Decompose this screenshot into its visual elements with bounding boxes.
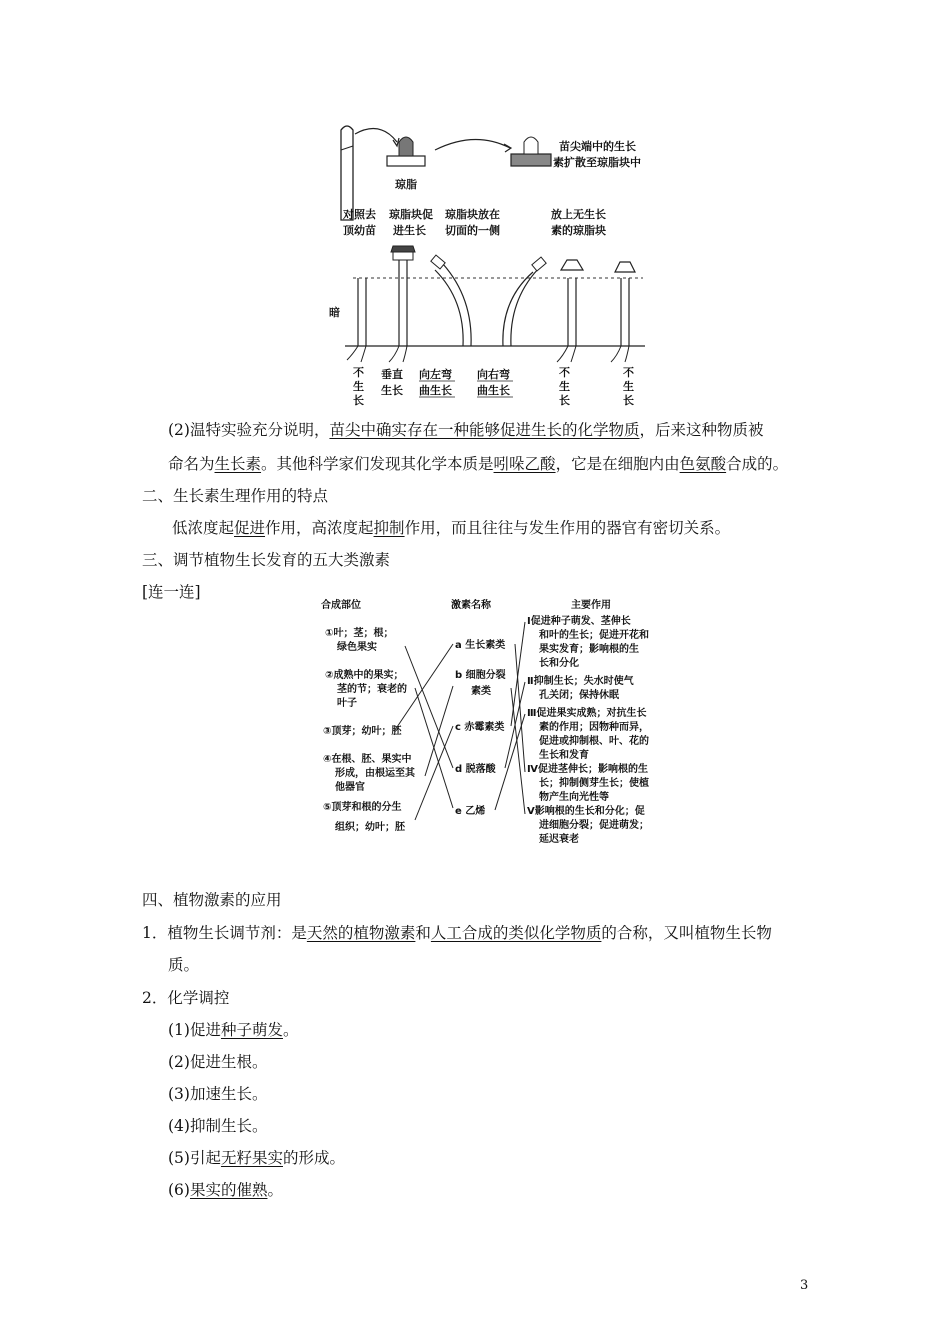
col-label-1-line-1: 对照去 xyxy=(343,208,376,221)
item1-text-b: 和 xyxy=(415,924,431,942)
site-2-line-2: 茎的节；衰老的 xyxy=(337,684,407,695)
hormone-c: c 赤霉素类 xyxy=(455,722,505,733)
went-answer-1: 苗尖中确实存在一种能够促进生长的化学物质 xyxy=(329,421,640,439)
item1-answer-1: 天然的植物激素 xyxy=(306,924,416,942)
sub1-text-a: (1)促进 xyxy=(168,1021,221,1039)
link-site1-d xyxy=(405,646,453,768)
seedling-1-shape xyxy=(358,278,366,346)
site-hormone-lines xyxy=(395,644,453,820)
result-5-line-1: 不 xyxy=(559,366,570,379)
sub5-answer: 无籽果实 xyxy=(220,1149,283,1167)
agar-2-base-shape xyxy=(393,252,413,260)
sub6-answer: 果实的催熟 xyxy=(189,1181,268,1199)
result-6-line-3: 长 xyxy=(623,394,634,407)
item-2: 2．化学调控 xyxy=(142,989,230,1007)
hormone-matching-figure xyxy=(315,596,665,846)
header-hormone: 激素名称 xyxy=(451,600,491,611)
result-6-line-1: 不 xyxy=(623,366,634,379)
agar-block-shape xyxy=(387,156,425,166)
agar-label: 琼脂 xyxy=(395,178,417,191)
agar-4-shape xyxy=(532,257,546,271)
s2-answer-2: 抑制 xyxy=(373,519,405,537)
result-2-line-2: 生长 xyxy=(381,384,403,397)
function-1-line-3: 果实发育；影响根的生 xyxy=(539,644,639,655)
item1-text-c: 的合称，又叫植物生长物 xyxy=(601,924,772,942)
roots-2-shape xyxy=(389,346,407,362)
sub5-text-b: 的形成。 xyxy=(282,1149,345,1167)
result-5-line-2: 生 xyxy=(559,380,570,393)
item1-text-a: 1．植物生长调节剂：是 xyxy=(142,924,307,942)
result-1-line-3: 长 xyxy=(353,394,364,407)
hormone-a: a 生长素类 xyxy=(455,640,506,651)
sub1-text-b: 。 xyxy=(282,1021,299,1039)
site-4-line-2: 形成，由根运至其 xyxy=(335,768,415,779)
tip-removed-shape xyxy=(524,137,538,154)
result-4-line-2: 曲生长 xyxy=(477,384,510,397)
went-paragraph-line-1 xyxy=(168,418,764,442)
hormone-b-line-2: 素类 xyxy=(471,686,491,697)
result-3-line-1: 向左弯 xyxy=(419,368,452,381)
arrow-2-head-shape xyxy=(504,144,511,152)
went-prefix: (2)温特实验充分说明， xyxy=(168,421,330,439)
function-5-line-2: 进细胞分裂；促进萌发； xyxy=(539,820,649,831)
tip-on-agar-shape xyxy=(399,137,413,156)
auxin-agar-shape xyxy=(511,154,551,166)
item1-answer-2: 人工合成的类似化学物质 xyxy=(430,924,602,942)
went-paragraph-line-2 xyxy=(168,452,788,476)
col-label-2-line-2: 进生长 xyxy=(393,224,426,237)
function-4-line-2: 长；抑制侧芽生长；使植 xyxy=(539,778,649,789)
site-1-line-1: ①叶；茎；根； xyxy=(325,628,394,639)
result-1-line-2: 生 xyxy=(353,380,364,393)
section-2-paragraph xyxy=(172,516,730,540)
item-1-line-2: 质。 xyxy=(168,956,200,974)
section-3-heading: 三、调节植物生长发育的五大类激素 xyxy=(142,551,391,569)
s2-text-c: 作用，而且往往与发生作用的器官有密切关系。 xyxy=(404,519,731,537)
section-4-heading: 四、植物激素的应用 xyxy=(142,891,282,909)
cut-line-shape xyxy=(341,146,353,150)
dark-label: 暗 xyxy=(329,306,340,319)
link-a-4 xyxy=(515,644,525,772)
agar-5-shape xyxy=(561,260,583,270)
went-mid-1: ，后来这种物质被 xyxy=(639,421,764,439)
seedling-5-shape xyxy=(568,278,576,346)
arrow-2-shape xyxy=(435,139,510,150)
function-3-line-2: 素的作用；因物种而异， xyxy=(539,722,649,733)
sub-item-6 xyxy=(168,1178,283,1202)
result-1-line-1: 不 xyxy=(353,366,364,379)
function-5-line-1: Ⅴ影响根的生长和分化；促 xyxy=(527,806,645,817)
function-3-line-3: 促进或抑制根、叶、花的 xyxy=(539,736,649,747)
agar-6-shape xyxy=(615,262,635,272)
result-4-line-1: 向右弯 xyxy=(477,368,510,381)
header-site: 合成部位 xyxy=(321,600,361,611)
connect-label: [连一连] xyxy=(142,583,201,601)
sub5-text-a: (5)引起 xyxy=(168,1149,221,1167)
function-5-line-3: 延迟衰老 xyxy=(539,834,579,845)
function-4-line-3: 物产生向光性等 xyxy=(539,792,609,803)
roots-5-shape xyxy=(557,346,576,362)
roots-1-shape xyxy=(347,346,366,362)
sub-item-4: (4)抑制生长。 xyxy=(168,1117,268,1135)
site-2-line-3: 叶子 xyxy=(337,698,357,709)
page-number: 3 xyxy=(800,1278,809,1293)
col-label-1-line-2: 顶幼苗 xyxy=(343,224,376,237)
site-4-line-3: 他器官 xyxy=(335,782,365,793)
site-5-line-1: ⑤顶芽和根的分生 xyxy=(323,802,402,813)
sub-item-5 xyxy=(168,1146,345,1170)
function-4-line-1: Ⅳ促进茎伸长；影响根的生 xyxy=(527,764,648,775)
seedling-6-shape xyxy=(621,278,629,346)
col-label-4-line-2: 素的琼脂块 xyxy=(551,224,606,237)
went-mid-3: ，它是在细胞内由 xyxy=(555,455,680,473)
agar-2-shape xyxy=(391,246,415,252)
function-1-line-1: Ⅰ促进种子萌发、茎伸长 xyxy=(527,616,631,627)
function-3-line-1: Ⅲ促进果实成熟；对抗生长 xyxy=(527,708,647,719)
hormone-e: e 乙烯 xyxy=(455,806,486,817)
went-line2-prefix: 命名为 xyxy=(168,455,215,473)
went-answer-3: 吲哚乙酸 xyxy=(493,455,556,473)
top-label-line-2: 素扩散至琼脂块中 xyxy=(553,156,641,169)
result-5-line-3: 长 xyxy=(559,394,570,407)
sub-item-2: (2)促进生根。 xyxy=(168,1053,268,1071)
function-1-line-4: 长和分化 xyxy=(539,658,579,669)
roots-6-shape xyxy=(611,346,629,362)
result-2-line-1: 垂直 xyxy=(381,368,403,381)
col-label-3-line-1: 琼脂块放在 xyxy=(445,208,500,221)
sub6-text-a: (6) xyxy=(168,1181,190,1199)
hormone-b-line-1: b 细胞分裂 xyxy=(455,670,506,681)
site-5-line-2: 组织；幼叶；胚 xyxy=(335,822,405,833)
site-2-line-1: ②成熟中的果实； xyxy=(325,670,404,681)
sub-item-1 xyxy=(168,1018,299,1042)
coleoptile-tip-shape xyxy=(341,126,353,220)
seedling-3-shape xyxy=(435,264,471,346)
hormone-d: d 脱落酸 xyxy=(455,764,496,775)
sub-item-3: (3)加速生长。 xyxy=(168,1085,268,1103)
arrow-1-shape xyxy=(355,129,397,142)
function-1-line-2: 和叶的生长；促进开花和 xyxy=(539,630,649,641)
col-label-2-line-1: 琼脂块促 xyxy=(389,208,433,221)
col-label-4-line-1: 放上无生长 xyxy=(551,208,606,221)
went-experiment-figure xyxy=(325,120,665,410)
agar-3-shape xyxy=(431,255,445,269)
went-mid-2: 。其他科学家们发现其化学本质是 xyxy=(261,455,494,473)
went-end: 合成的。 xyxy=(726,455,789,473)
went-answer-2: 生长素 xyxy=(214,455,262,473)
sub1-answer: 种子萌发 xyxy=(220,1021,283,1039)
went-answer-4: 色氨酸 xyxy=(679,455,727,473)
result-6-line-2: 生 xyxy=(623,380,634,393)
result-3-line-2: 曲生长 xyxy=(419,384,452,397)
top-label-line-1: 苗尖端中的生长 xyxy=(559,140,636,153)
function-2-line-2: 孔关闭；保持休眠 xyxy=(539,690,619,701)
section-2-heading: 二、生长素生理作用的特点 xyxy=(142,487,329,505)
site-1-line-2: 绿色果实 xyxy=(337,642,377,653)
item-1-line-1 xyxy=(142,921,772,945)
s2-text-b: 作用，高浓度起 xyxy=(265,519,374,537)
function-2-line-1: Ⅱ抑制生长；失水时使气 xyxy=(527,676,634,687)
site-3-line-1: ③顶芽；幼叶；胚 xyxy=(323,726,402,737)
col-label-3-line-2: 切面的一侧 xyxy=(445,224,500,237)
site-4-line-1: ④在根、胚、果实中 xyxy=(323,754,412,765)
s2-answer-1: 促进 xyxy=(234,519,266,537)
link-site5-c xyxy=(415,726,453,820)
function-3-line-4: 生长和发育 xyxy=(539,750,589,761)
s2-text-a: 低浓度起 xyxy=(172,519,235,537)
seedling-2-shape xyxy=(399,260,407,346)
header-function: 主要作用 xyxy=(571,600,611,611)
sub6-text-b: 。 xyxy=(267,1181,283,1199)
